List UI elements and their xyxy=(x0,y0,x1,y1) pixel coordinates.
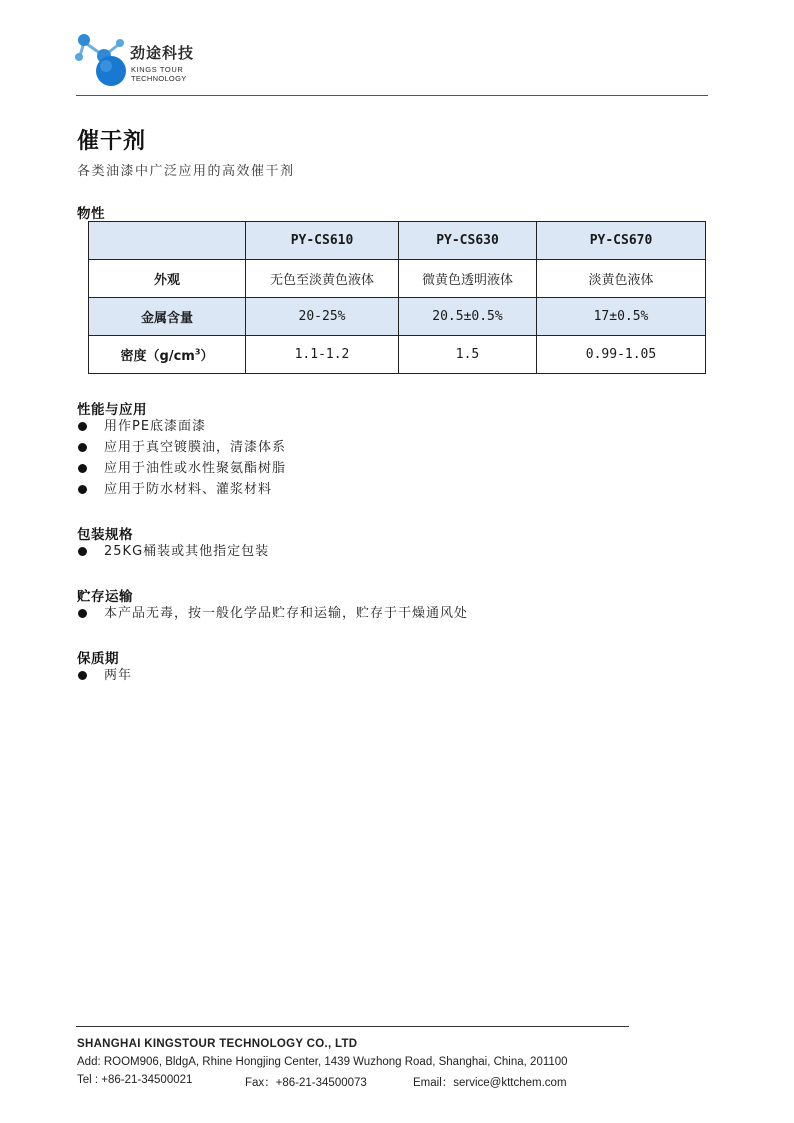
bullet-icon xyxy=(78,547,87,556)
list-item-text: 25KG桶装或其他指定包装 xyxy=(104,544,270,559)
performance-heading: 性能与应用 xyxy=(77,402,147,418)
product-title: 催干剂 xyxy=(77,129,147,154)
logo-english-line1: KINGS TOUR xyxy=(131,65,184,74)
list-item-text: 两年 xyxy=(104,668,133,683)
table-row xyxy=(89,298,706,336)
table-header-row xyxy=(89,222,706,260)
company-logo xyxy=(70,30,210,90)
density-label-end: ） xyxy=(200,349,214,364)
footer-email: Email：service@kttchem.com xyxy=(413,1077,567,1089)
column-header: PY-CS610 xyxy=(246,222,399,260)
density-label-superscript: 3 xyxy=(194,347,201,357)
density-label: 密度（g/cm xyxy=(120,349,195,364)
header-divider xyxy=(76,95,708,96)
footer-address: Add: ROOM906, BldgA, Rhine Hongjing Center, 1439 Wuzhong Road, Shanghai, China, 201100 xyxy=(77,1056,568,1068)
product-subtitle: 各类油漆中广泛应用的高效催干剂 xyxy=(77,164,295,179)
table-cell: 淡黄色液体 xyxy=(537,260,706,298)
list-item xyxy=(77,458,286,479)
list-item xyxy=(77,665,132,686)
logo-chinese-name: 劲途科技 xyxy=(130,44,195,62)
bullet-icon xyxy=(78,464,87,473)
footer-fax: Fax：+86-21-34500073 xyxy=(245,1077,367,1089)
bullet-icon xyxy=(78,609,87,618)
list-item xyxy=(77,437,286,458)
table-corner-cell xyxy=(89,222,246,260)
list-item-text: 应用于防水材料、灌浆材料 xyxy=(104,482,273,497)
packaging-heading: 包装规格 xyxy=(77,527,133,543)
storage-heading: 贮存运输 xyxy=(77,589,133,605)
table-cell: 20-25% xyxy=(246,298,399,336)
table-cell: 1.5 xyxy=(399,336,537,374)
row-label xyxy=(89,336,246,374)
bullet-icon xyxy=(78,443,87,452)
packaging-list xyxy=(77,541,269,562)
list-item xyxy=(77,541,269,562)
footer-divider xyxy=(76,1026,629,1027)
properties-heading: 物性 xyxy=(77,206,105,222)
bullet-icon xyxy=(78,485,87,494)
footer-company-name: SHANGHAI KINGSTOUR TECHNOLOGY CO., LTD xyxy=(77,1038,358,1050)
shelf-life-heading: 保质期 xyxy=(77,651,119,667)
table-row xyxy=(89,260,706,298)
storage-list xyxy=(77,603,468,624)
list-item xyxy=(77,416,286,437)
footer-contact-line xyxy=(77,1074,637,1090)
list-item-text: 应用于油性或水性聚氨酯树脂 xyxy=(104,461,287,476)
row-label: 外观 xyxy=(89,260,246,298)
list-item-text: 应用于真空镀膜油，清漆体系 xyxy=(104,440,287,455)
list-item-text: 本产品无毒，按一般化学品贮存和运输，贮存于干燥通风处 xyxy=(104,606,469,621)
table-cell: 1.1-1.2 xyxy=(246,336,399,374)
footer-tel: Tel : +86-21-34500021 xyxy=(77,1074,193,1086)
table-cell: 20.5±0.5% xyxy=(399,298,537,336)
list-item xyxy=(77,479,286,500)
shelf-life-list xyxy=(77,665,132,686)
list-item xyxy=(77,603,468,624)
table-cell: 无色至淡黄色液体 xyxy=(246,260,399,298)
column-header: PY-CS670 xyxy=(537,222,706,260)
table-cell: 0.99-1.05 xyxy=(537,336,706,374)
bullet-icon xyxy=(78,671,87,680)
molecule-logo-icon xyxy=(70,30,130,90)
row-label: 金属含量 xyxy=(89,298,246,336)
list-item-text: 用作PE底漆面漆 xyxy=(104,419,207,434)
performance-list xyxy=(77,416,286,500)
table-row xyxy=(89,336,706,374)
table-cell: 17±0.5% xyxy=(537,298,706,336)
properties-table xyxy=(88,221,706,374)
column-header: PY-CS630 xyxy=(399,222,537,260)
bullet-icon xyxy=(78,422,87,431)
table-cell: 微黄色透明液体 xyxy=(399,260,537,298)
logo-english-line2: TECHNOLOGY xyxy=(131,74,187,83)
